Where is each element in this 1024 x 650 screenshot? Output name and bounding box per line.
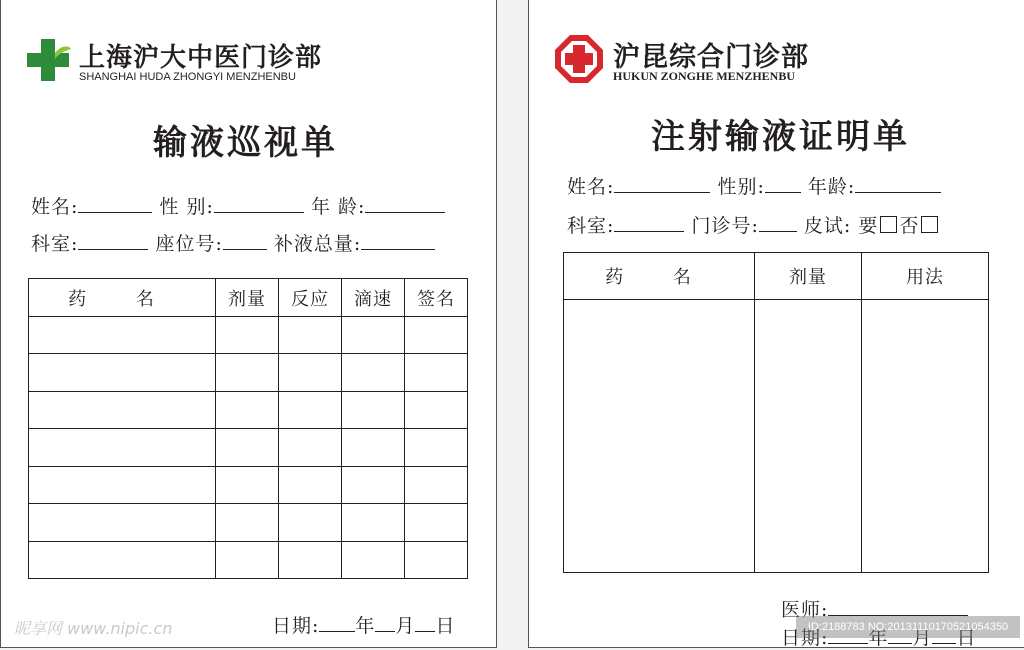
department-label: 科室: bbox=[31, 233, 79, 255]
age-label: 年龄: bbox=[807, 176, 856, 198]
sex-label: 性 别: bbox=[159, 196, 214, 218]
date-label: 日期: bbox=[272, 615, 320, 637]
col-usage: 用法 bbox=[862, 253, 989, 300]
col-signature: 签名 bbox=[405, 279, 468, 317]
doctor-label: 医师: bbox=[781, 599, 829, 621]
year-label: 年 bbox=[355, 615, 376, 637]
table-row bbox=[29, 429, 468, 467]
department-label: 科室: bbox=[567, 215, 615, 237]
skin-test-yes-label: 要 bbox=[858, 215, 879, 237]
year-label: 年 bbox=[868, 627, 889, 649]
clinic-name: 上海沪大中医门诊部 bbox=[79, 43, 323, 73]
skin-test-label: 皮试: bbox=[803, 215, 852, 237]
doctor-blank[interactable] bbox=[828, 597, 968, 616]
skin-test-no-label: 否 bbox=[899, 215, 920, 237]
age-blank[interactable] bbox=[365, 194, 445, 213]
right-form-sheet bbox=[528, 0, 1024, 648]
col-drug-name: 药 名 bbox=[29, 279, 216, 317]
table-row bbox=[29, 542, 468, 579]
month-label: 月 bbox=[912, 627, 933, 649]
age-blank[interactable] bbox=[855, 174, 941, 193]
seat-number-label: 座位号: bbox=[155, 233, 223, 255]
infusion-patrol-table bbox=[28, 278, 468, 579]
patient-info-row-2 bbox=[567, 211, 940, 238]
day-blank[interactable] bbox=[415, 613, 435, 632]
col-drug-name: 药 名 bbox=[564, 253, 755, 300]
sex-blank[interactable] bbox=[214, 194, 304, 213]
skin-test-no-checkbox[interactable] bbox=[921, 216, 938, 233]
sex-label: 性别: bbox=[717, 176, 765, 198]
table-row bbox=[564, 300, 989, 573]
table-row bbox=[29, 467, 468, 504]
clinic-name-pinyin: HUKUN ZONGHE MENZHENBU bbox=[613, 69, 796, 83]
col-reaction: 反应 bbox=[279, 279, 342, 317]
year-blank[interactable] bbox=[319, 613, 355, 632]
day-label: 日 bbox=[435, 615, 456, 637]
clinic-name: 沪昆综合门诊部 bbox=[613, 42, 809, 73]
form-title: 注射输液证明单 bbox=[651, 117, 910, 157]
patient-info-row-1 bbox=[31, 192, 445, 219]
table-row bbox=[29, 317, 468, 354]
total-fluid-label: 补液总量: bbox=[273, 233, 362, 255]
skin-test-yes-checkbox[interactable] bbox=[880, 216, 897, 233]
clinic-number-label: 门诊号: bbox=[691, 215, 759, 237]
table-row bbox=[29, 392, 468, 429]
sex-blank[interactable] bbox=[765, 174, 801, 193]
form-title: 输液巡视单 bbox=[153, 123, 338, 163]
red-cross-emblem-icon bbox=[553, 33, 605, 85]
left-form-sheet bbox=[0, 0, 497, 648]
patient-info-row-2 bbox=[31, 229, 435, 256]
table-row bbox=[29, 354, 468, 392]
date-label: 日期: bbox=[781, 627, 829, 649]
injection-certificate-table bbox=[563, 252, 989, 573]
green-cross-leaf-icon bbox=[27, 39, 71, 81]
department-blank[interactable] bbox=[78, 231, 148, 250]
clinic-name-pinyin: SHANGHAI HUDA ZHONGYI MENZHENBU bbox=[79, 71, 296, 83]
month-label: 月 bbox=[395, 615, 416, 637]
name-label: 姓名: bbox=[31, 196, 79, 218]
day-label: 日 bbox=[956, 627, 977, 649]
site-watermark: 昵享网 www.nipic.cn bbox=[14, 619, 173, 638]
image-id-watermark: ID:2188783 NO:20131110170521054350 bbox=[796, 616, 1020, 638]
name-label: 姓名: bbox=[567, 176, 615, 198]
total-fluid-blank[interactable] bbox=[361, 231, 435, 250]
name-blank[interactable] bbox=[78, 194, 152, 213]
department-blank[interactable] bbox=[614, 213, 684, 232]
age-label: 年 龄: bbox=[310, 196, 366, 218]
table-row bbox=[29, 504, 468, 542]
date-line bbox=[272, 611, 455, 638]
col-drip-rate: 滴速 bbox=[342, 279, 405, 317]
patient-info-row-1 bbox=[567, 172, 941, 199]
clinic-number-blank[interactable] bbox=[759, 213, 797, 232]
col-dose: 剂量 bbox=[216, 279, 279, 317]
name-blank[interactable] bbox=[614, 174, 710, 193]
col-dose: 剂量 bbox=[755, 253, 862, 300]
month-blank[interactable] bbox=[375, 613, 395, 632]
seat-number-blank[interactable] bbox=[223, 231, 267, 250]
